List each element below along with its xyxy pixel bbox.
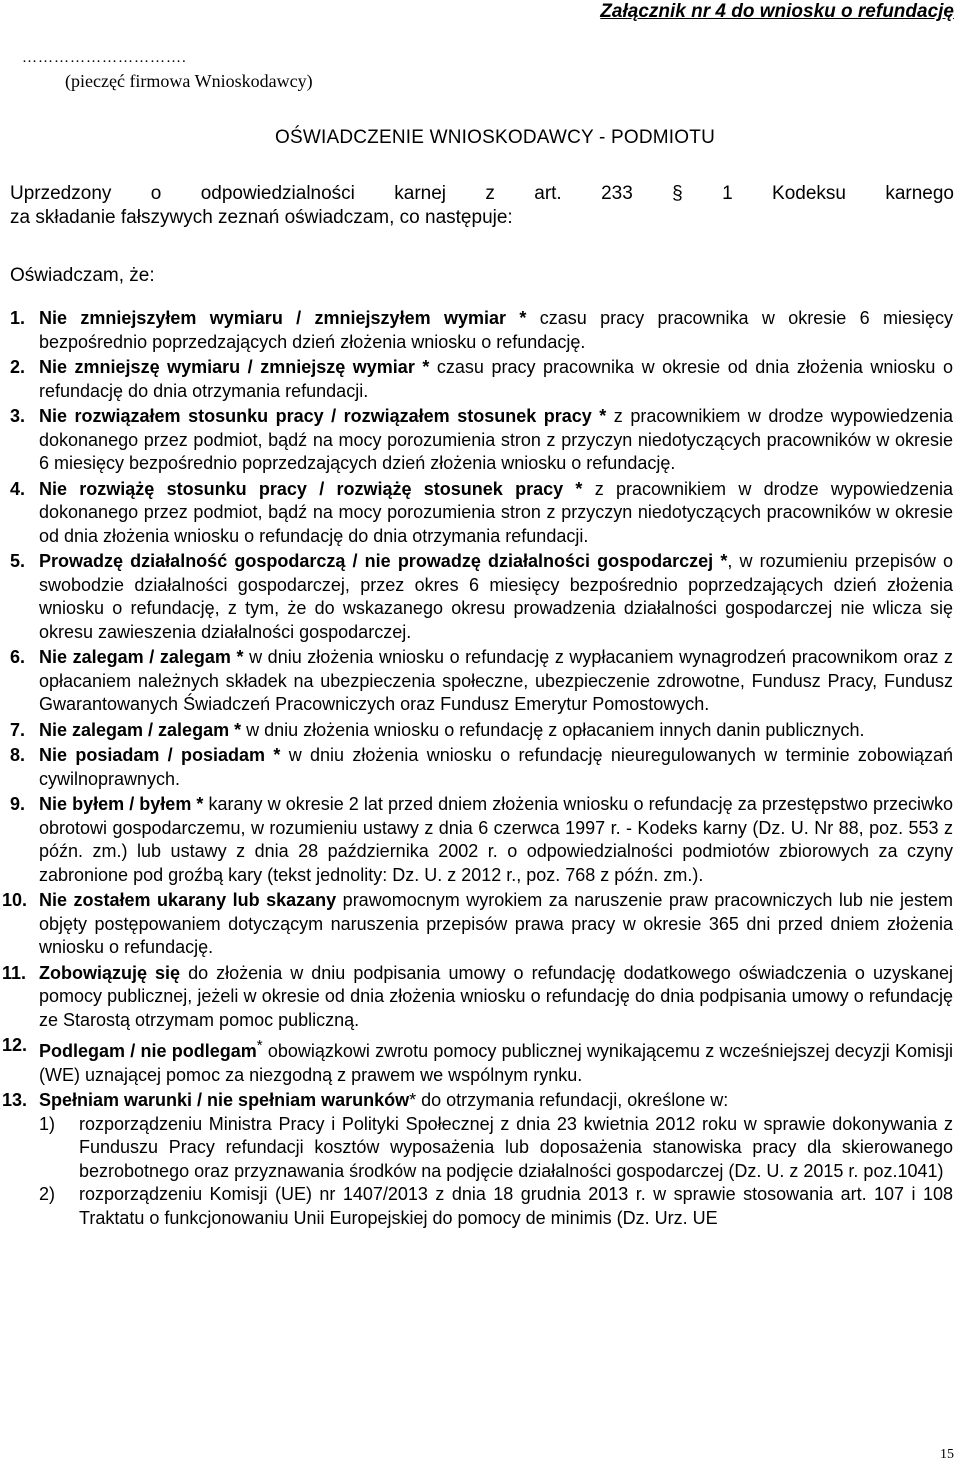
item-bold-text: Nie zalegam / zalegam *: [39, 647, 244, 667]
intro-line-1: Uprzedzony o odpowiedzialności karnej z art. 233 § 1 Kodeksu karnego: [10, 183, 954, 204]
stamp-label: (pieczęć firmowa Wnioskodawcy): [65, 71, 313, 91]
item-number: 9.: [10, 794, 26, 814]
item-bold-text: Nie rozwiążę stosunku pracy / rozwiążę stosunek pracy *: [39, 478, 583, 499]
declaration-lead: Oświadczam, że:: [10, 265, 155, 286]
item-number: 1.: [10, 308, 26, 328]
item-number: 5.: [10, 551, 26, 571]
item-text: , w rozumieniu przepisów o swobodzie działalności gospodarczej, przez okres 6 miesięcy bezpośrednio poprzedzających dzień złożenia wniosku o refundację, z tym, że do wskazanego okresu prowadzenia działalności gospodarczej nie wlicza się okresu zawieszenia działalności gospodarczej.: [39, 551, 953, 642]
statement-item: [0, 793, 960, 887]
statement-item: [0, 719, 960, 743]
statement-item: [0, 405, 960, 476]
item-text: z pracownikiem w drodze wypowiedzenia dokonanego przez podmiot, bądź na mocy porozumienia stron z przyczyn niedotyczących pracowników w okresie 6 miesięcy bezpośrednio poprzedzających dzień złożenia wniosku o refundację.: [39, 406, 954, 473]
statement-item: [0, 1089, 960, 1230]
annex-heading: Załącznik nr 4 do wniosku o refundację: [600, 1, 954, 22]
statement-item: [0, 646, 960, 717]
intro-line-2: za składanie fałszywych zeznań oświadczam, co następuje:: [10, 207, 513, 228]
statement-item: [0, 744, 960, 791]
statement-item: [0, 307, 960, 354]
item-number: 3.: [10, 406, 26, 426]
item-bold-text: Nie zostałem ukarany lub skazany: [39, 890, 337, 910]
item-bold-text: Nie zmniejszyłem wymiaru / zmniejszyłem wymiar *: [39, 308, 527, 328]
statement-item: [0, 550, 960, 644]
item-number: 11.: [2, 962, 27, 983]
item-text: w dniu złożenia wniosku o refundację z opłacaniem innych danin publicznych.: [241, 719, 865, 740]
sub-item: [39, 1183, 953, 1230]
item-number: 7.: [10, 719, 26, 740]
item-text: w dniu złożenia wniosku o refundację z wypłacaniem wynagrodzeń pracownikom oraz z opłacaniem należnych składek na ubezpieczenia społeczne, ubezpieczenie zdrowotne, Fundusz Pracy, Fundusz Gwarantowanych Świadczeń Pracowniczych oraz Fundusz Emerytur Pomostowych.: [39, 647, 953, 714]
item-text: z pracownikiem w drodze wypowiedzenia dokonanego przez podmiot, bądź na mocy porozumienia stron z przyczyn niedotyczących pracowników w okresie od dnia złożenia wniosku o refundację do dnia otrzymania refundacji.: [39, 478, 954, 546]
item-bold-text: Nie zalegam / zalegam *: [39, 719, 242, 740]
stamp-dotted-line: ………………………….: [22, 50, 187, 66]
item-bold-text: Spełniam warunki / nie spełniam warunków: [39, 1090, 410, 1110]
statement-item: [0, 962, 960, 1033]
intro-paragraph: [10, 182, 954, 230]
item-bold-text: Nie rozwiązałem stosunku pracy / rozwiązałem stosunek pracy *: [39, 406, 607, 426]
item-text: karany w okresie 2 lat przed dniem złożenia wniosku o refundację za przestępstwo przeciwko obrotowi gospodarczemu, w rozumieniu ustawy z dnia 6 czerwca 1997 r. - Kodeks karny (Dz. U. Nr 88, poz. 553 z późn. zm.) lub ustawy z dnia 28 października 2002 r. o odpowiedzialności podmiotów zbiorowych za czyny zabronione pod groźbą kary (tekst jednolity: Dz. U. z 2012 r., poz. 768 z późn. zm.).: [39, 794, 953, 885]
item-footnote-mark: *: [256, 1037, 263, 1054]
item-number: 12.: [2, 1035, 28, 1055]
statement-list: [0, 307, 960, 1232]
item-text: prawomocnym wyrokiem za naruszenie praw pracowniczych lub nie jestem objęty postępowaniem dotyczącym naruszenia przepisów prawa pracy w okresie 365 dni przed dniem złożenia wniosku o refundację.: [39, 890, 953, 957]
item-number: 10.: [2, 890, 28, 910]
item-number: 4.: [10, 478, 26, 499]
item-bold-text: Podlegam / nie podlegam: [39, 1041, 257, 1061]
statement-item: [0, 1034, 960, 1087]
statement-item: [0, 356, 960, 403]
item-text: * do otrzymania refundacji, określone w:: [409, 1090, 729, 1110]
item-text: czasu pracy pracownika w okresie 6 miesięcy bezpośrednio poprzedzających dzień złożenia wniosku o refundację.: [39, 308, 953, 352]
sub-item-text: rozporządzeniu Ministra Pracy i Polityki Społecznej z dnia 23 kwietnia 2012 roku w sprawie dokonywania z Funduszu Pracy refundacji kosztów wyposażenia lub doposażenia stanowiska pracy dla skierowanego bezrobotnego oraz przyznawania środków na podjęcie działalności gospodarczej (Dz. U. z 2015 r. poz.1041): [79, 1113, 953, 1181]
page-number: 15: [940, 1447, 954, 1462]
item-text: obowiązkowi zwrotu pomocy publicznej wynikającemu z wcześniejszej decyzji Komisji (WE) uznającej pomoc za niezgodną z prawem we wspólnym rynku.: [39, 1041, 953, 1085]
sub-item-text: rozporządzeniu Komisji (UE) nr 1407/2013 z dnia 18 grudnia 2013 r. w sprawie stosowania art. 107 i 108 Traktatu o funkcjonowaniu Unii Europejskiej do pomocy de minimis (Dz. Urz. UE: [79, 1184, 953, 1228]
statement-item: [0, 478, 960, 549]
document-title: OŚWIADCZENIE WNIOSKODAWCY - PODMIOTU: [275, 127, 715, 148]
sub-item-number: 1): [39, 1113, 56, 1134]
item-text: do złożenia w dniu podpisania umowy o refundację dodatkowego oświadczenia o uzyskanej pomocy publicznej, jeżeli w okresie od dnia złożenia wniosku o refundację do dnia podpisania umowy o refundację ze Starostą otrzymam pomoc publiczną.: [39, 962, 953, 1030]
item-text: czasu pracy pracownika w okresie od dnia złożenia wniosku o refundację do dnia otrzymania refundacji.: [39, 357, 953, 401]
item-number: 2.: [10, 357, 26, 377]
item-bold-text: Nie zmniejszę wymiaru / zmniejszę wymiar *: [39, 357, 430, 377]
item-number: 6.: [10, 647, 26, 667]
item-bold-text: Nie byłem / byłem *: [39, 794, 209, 814]
statement-item: [0, 889, 960, 960]
item-text: w dniu złożenia wniosku o refundację nieuregulowanych w terminie zobowiązań cywilnoprawnych.: [39, 745, 953, 789]
item-bold-text: Zobowiązuję się: [39, 962, 181, 983]
item-bold-text: Prowadzę działalność gospodarczą / nie prowadzę działalności gospodarczej *: [39, 551, 728, 571]
item-number: 13.: [2, 1090, 28, 1110]
item-bold-text: Nie posiadam / posiadam *: [39, 745, 281, 765]
item-number: 8.: [10, 745, 26, 765]
sub-item: [39, 1113, 953, 1184]
sub-item-number: 2): [39, 1184, 56, 1204]
